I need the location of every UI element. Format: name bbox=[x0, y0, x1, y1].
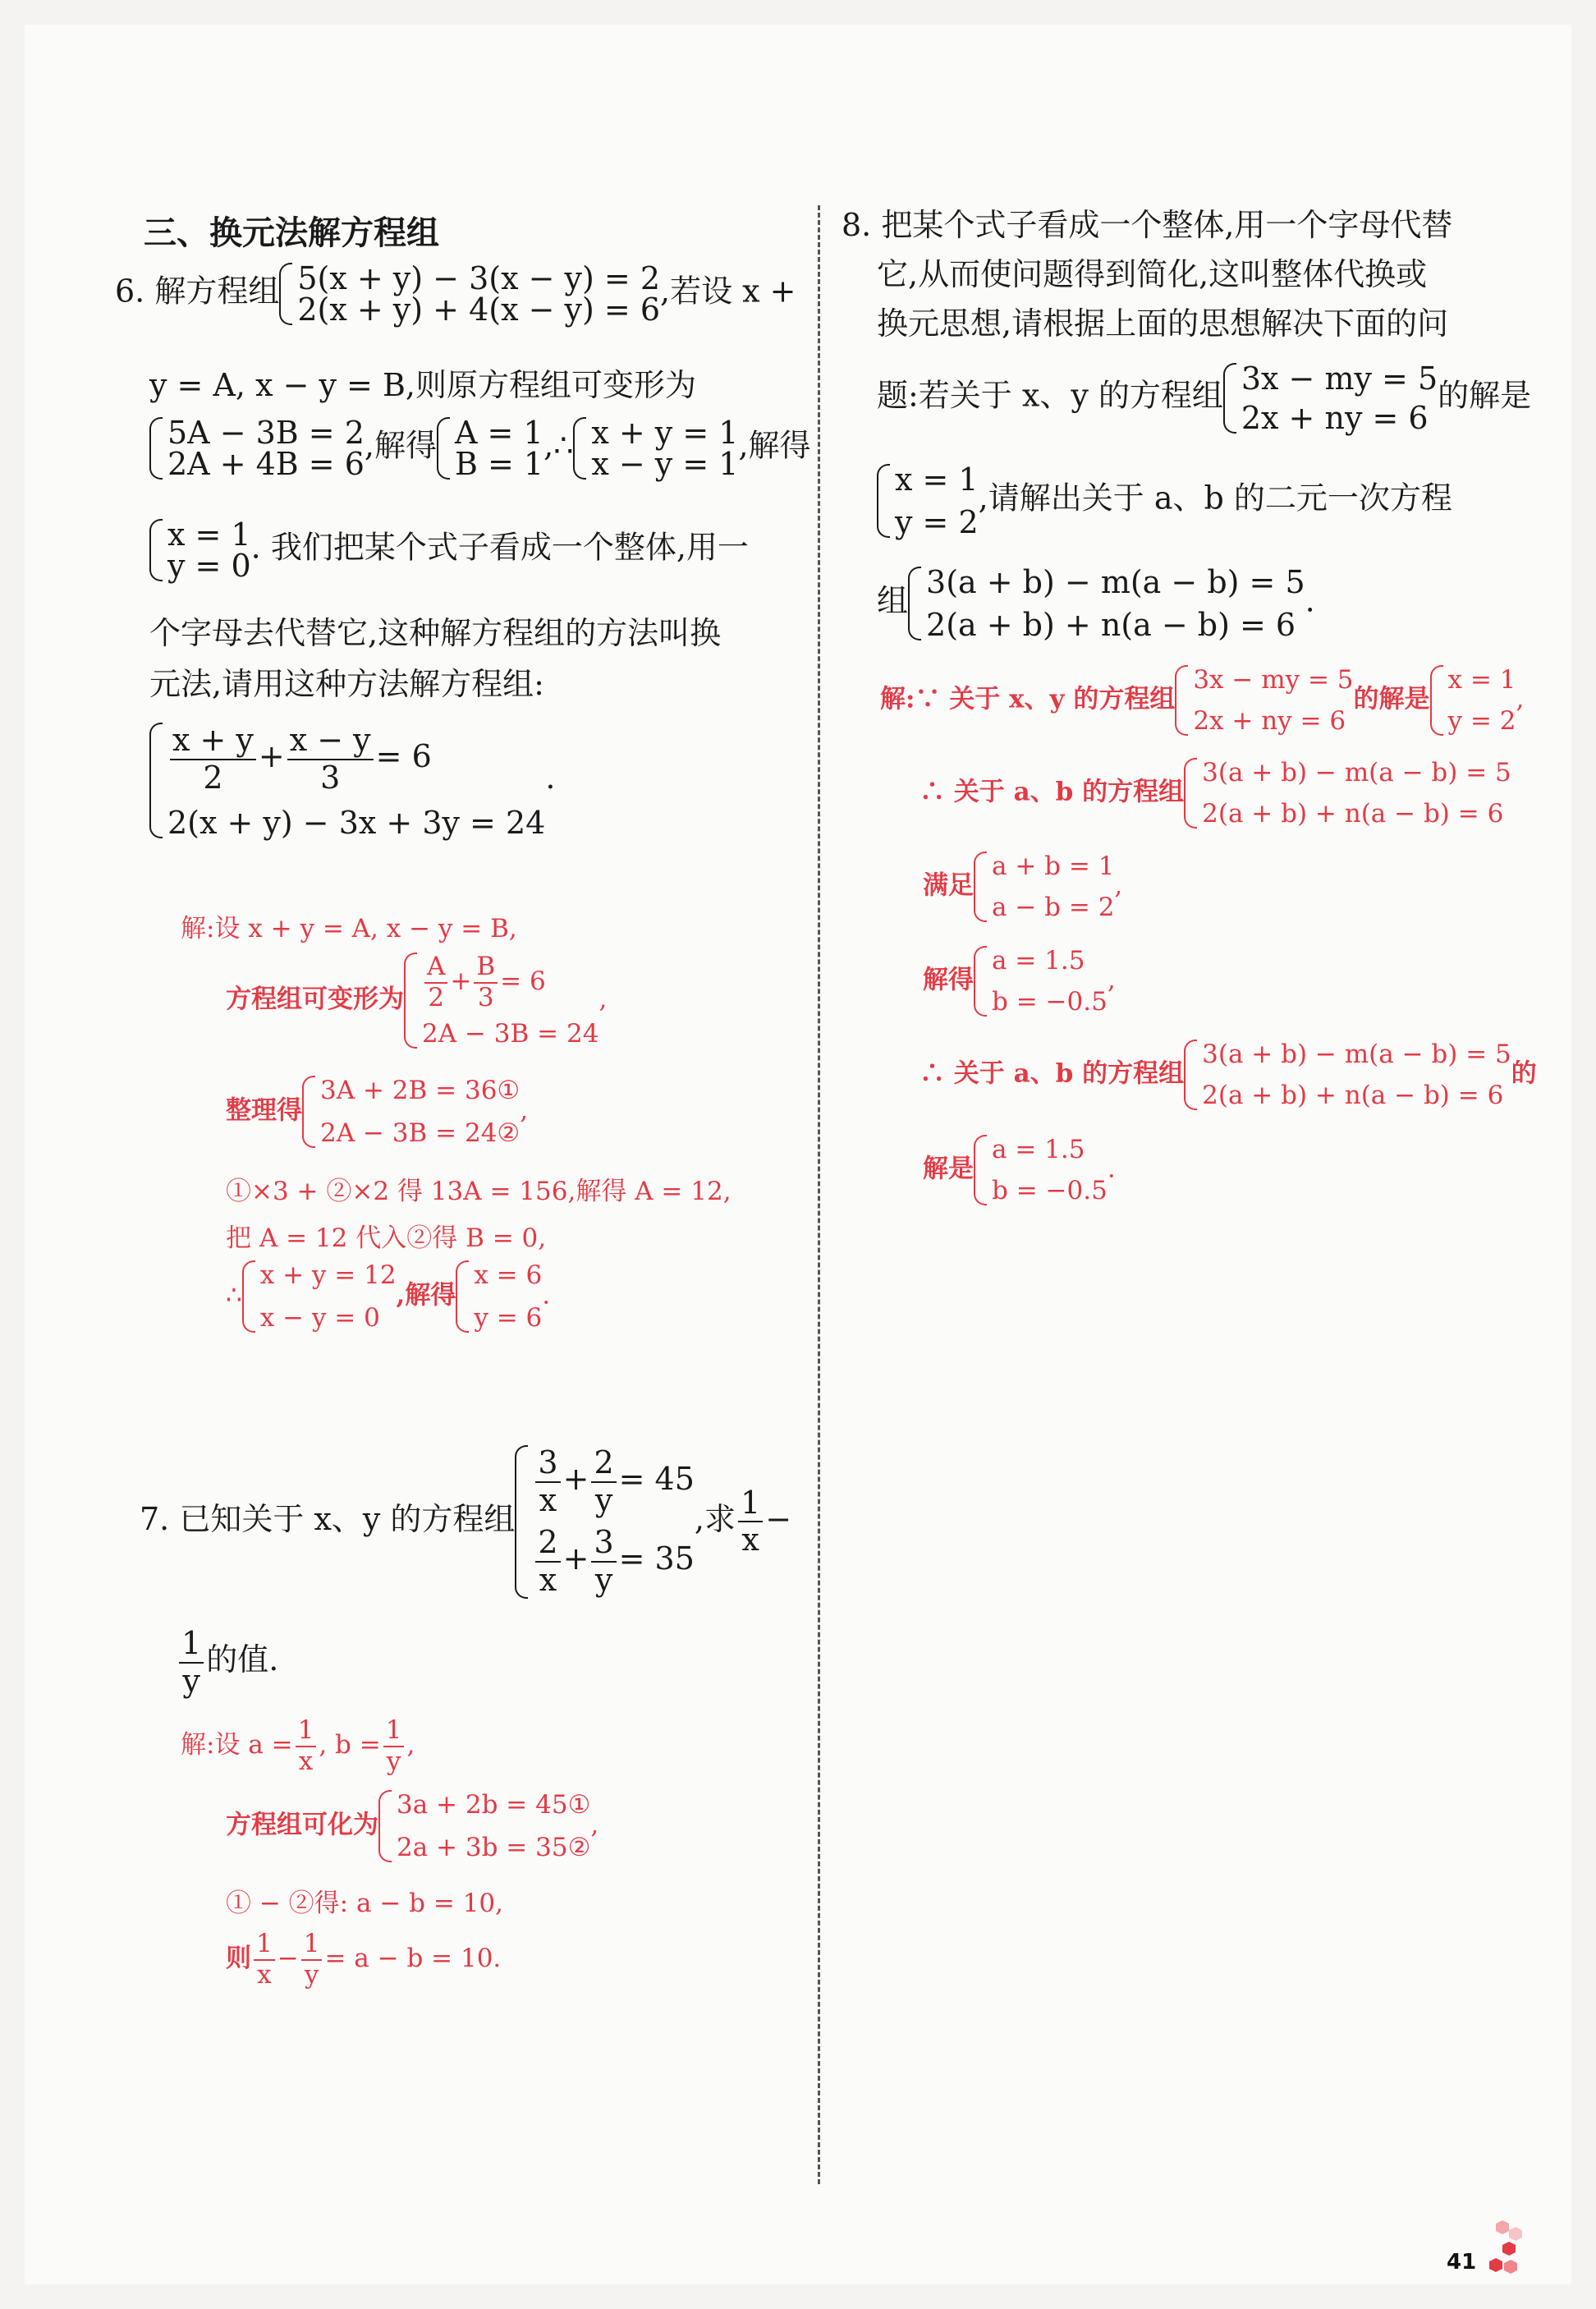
q6-line3 bbox=[149, 417, 811, 480]
q6-sys-d-eq1: x = 1 bbox=[167, 516, 251, 553]
q6-jiede1: ,解得 bbox=[364, 427, 437, 464]
sol8-line3: 满足 a + b = 1 a − b = 2 , bbox=[923, 852, 1123, 922]
q7-system: $\frac{3}{x}$ + $\frac{2}{y}$ = 45 $\frac{2}{x}$ + $\frac{3}{y}$ = 35 bbox=[515, 1445, 695, 1599]
q6-prob-eq1: $\frac{x + y}{2}$ + $\frac{x - y}{3}$ = 6 bbox=[167, 723, 545, 796]
page-number: 41 bbox=[1447, 2250, 1477, 2275]
q6-line2: y = A, x − y = B,则原方程组可变形为 bbox=[149, 367, 696, 403]
q6-line4 bbox=[149, 516, 749, 584]
q6-sys-b-eq2: B = 1 bbox=[455, 446, 544, 482]
q6-sys-a-eq2: 2A + 4B = 6 bbox=[167, 446, 365, 482]
q8-line5: x = 1 y = 2 ,请解出关于 a、b 的二元一次方程 bbox=[877, 464, 1452, 538]
q6-after-system: ,若设 x + bbox=[660, 273, 796, 310]
sol6-line5: 把 A = 12 代入②得 B = 0, bbox=[226, 1223, 547, 1253]
q7-line2: $\frac{1}{y}$ 的值. bbox=[177, 1626, 278, 1699]
q6-eq1: 5(x + y) − 3(x − y) = 2 bbox=[297, 260, 660, 296]
q6-sys-b bbox=[437, 417, 543, 480]
q6-sys-b-eq1: A = 1 bbox=[455, 415, 543, 451]
q6-sys-c-eq2: x − y = 1 bbox=[591, 446, 739, 482]
sol7-line2: 方程组可化为 3a + 2b = 45① 2a + 3b = 35② , bbox=[226, 1790, 599, 1862]
q6-sys-d bbox=[149, 516, 251, 584]
section-title: 三、换元法解方程组 bbox=[144, 214, 439, 252]
q6-prob-eq2: 2(x + y) − 3x + 3y = 24 bbox=[167, 805, 546, 842]
sol7-line4: 则 $\frac{1}{x}$ − $\frac{1}{y}$ = a − b = 10. bbox=[226, 1929, 502, 1990]
q8-line6: 组 3(a + b) − m(a − b) = 5 2(a + b) + n(a − b) = 6 . bbox=[877, 564, 1315, 643]
q8-line2: 它,从而使问题得到简化,这叫整体代换或 bbox=[877, 256, 1428, 292]
sol8-line6: 解是 a = 1.5 b = −0.5 . bbox=[923, 1135, 1116, 1205]
sol6-line3: 整理得 3A + 2B = 36① 2A − 3B = 24② , bbox=[226, 1076, 529, 1148]
sol6-line4: ①×3 + ②×2 得 13A = 156,解得 A = 12, bbox=[226, 1177, 732, 1206]
sol8-line4: 解得 a = 1.5 b = −0.5 , bbox=[923, 946, 1116, 1017]
q6-text1: . 我们把某个式子看成一个整体,用一 bbox=[250, 529, 749, 566]
q6-sys-d-eq2: y = 0 bbox=[167, 548, 251, 584]
q6-therefore: ,∴ bbox=[543, 427, 574, 464]
q6-text3: 元法,请用这种方法解方程组: bbox=[149, 666, 544, 702]
q6-number: 6. bbox=[115, 273, 145, 310]
sol6-line6: ∴ x + y = 12 x − y = 0 ,解得 x = 6 y = 6 . bbox=[226, 1260, 551, 1333]
sol6-line1: 解:设 x + y = A, x − y = B, bbox=[181, 914, 517, 943]
q6-prob-dot: . bbox=[545, 760, 556, 796]
q6-problem-system bbox=[149, 722, 556, 842]
page-number-dots-icon bbox=[1478, 2219, 1527, 2276]
q8-line1: 8. 把某个式子看成一个整体,用一个字母代替 bbox=[842, 207, 1453, 243]
sol7-line1: 解:设 a = $\frac{1}{x}$ , b = $\frac{1}{y}$ , bbox=[181, 1715, 415, 1776]
q7-line1: 7. 已知关于 x、y 的方程组 $\frac{3}{x}$ + $\frac{2}{y}$ = 45 $\frac{2}{x}$ + $\frac{3}{y}$ = 35 ,求 $\frac{1}{x}$ − bbox=[140, 1444, 792, 1599]
q6-sys-a-eq1: 5A − 3B = 2 bbox=[167, 415, 365, 451]
q6-lead: 解方程组 bbox=[154, 273, 280, 310]
q6-sys-c-eq1: x + y = 1 bbox=[591, 415, 739, 451]
q6-system bbox=[279, 260, 660, 328]
q6-sys-c bbox=[573, 417, 738, 480]
sol8-line2: ∴ 关于 a、b 的方程组 3(a + b) − m(a − b) = 5 2(a + b) + n(a − b) = 6 bbox=[920, 758, 1511, 829]
worksheet-page bbox=[25, 25, 1571, 2284]
column-divider bbox=[818, 205, 820, 2184]
sol7-line3: ① − ②得: a − b = 10, bbox=[226, 1889, 503, 1918]
q6-line1 bbox=[115, 260, 796, 328]
sol8-line1: 解:∵ 关于 x、y 的方程组 3x − my = 5 2x + ny = 6 的解是 x = 1 y = 2 , bbox=[880, 665, 1525, 736]
q6-text2: 个字母去代替它,这种解方程组的方法叫换 bbox=[149, 615, 722, 651]
q6-prob-frac2: $\frac{x - y}{3}$ bbox=[287, 723, 374, 796]
q8-line4: 题:若关于 x、y 的方程组 3x − my = 5 2x + ny = 6 的解是 bbox=[877, 360, 1532, 436]
q8-line3: 换元思想,请根据上面的思想解决下面的问 bbox=[877, 305, 1449, 342]
q6-jiede2: ,解得 bbox=[738, 427, 811, 464]
sol6-line2: 方程组可变形为 $\frac{A}{2}$ + $\frac{B}{3}$ = 6 2A − 3B = 24 , bbox=[226, 952, 608, 1049]
q6-prob-frac1: $\frac{x + y}{2}$ bbox=[170, 723, 256, 796]
sol8-line5: ∴ 关于 a、b 的方程组 3(a + b) − m(a − b) = 5 2(a + b) + n(a − b) = 6 的 bbox=[920, 1040, 1537, 1110]
q6-eq2: 2(x + y) + 4(x − y) = 6 bbox=[297, 291, 660, 328]
q6-sys-a bbox=[149, 417, 365, 480]
